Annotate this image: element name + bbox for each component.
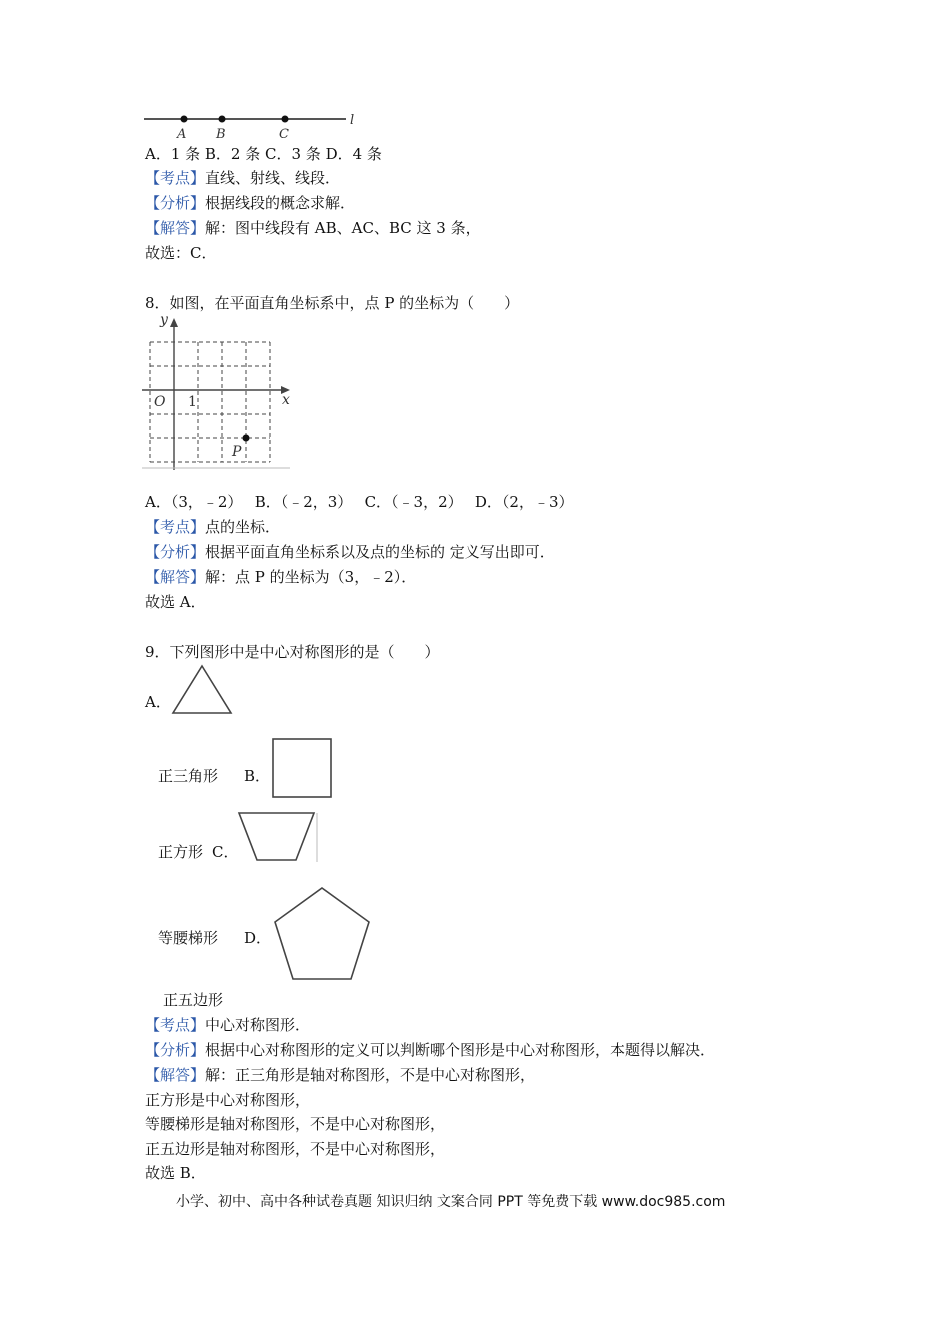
q8-jieda bbox=[145, 566, 416, 588]
number-line-figure bbox=[140, 108, 370, 144]
pentagon-figure bbox=[270, 884, 374, 984]
kaodian-text: 直线、射线、线段． bbox=[205, 169, 341, 187]
grid-lines bbox=[150, 342, 270, 462]
label-x: x bbox=[282, 392, 290, 408]
q9-caption-b: 正方形 bbox=[158, 843, 204, 861]
label-origin: O bbox=[154, 394, 166, 410]
q8-question: 8．如图，在平面直角坐标系中，点 P 的坐标为（ ） bbox=[145, 294, 520, 312]
kaodian-text: 中心对称图形． bbox=[205, 1016, 311, 1034]
square-figure bbox=[271, 737, 333, 799]
label-c: C bbox=[279, 127, 289, 142]
triangle-figure bbox=[170, 663, 234, 717]
fenxi-tag: 【分析】 bbox=[145, 1041, 206, 1059]
q7-answer: 故选：C． bbox=[145, 244, 217, 262]
q9-line4: 正五边形是轴对称图形，不是中心对称图形， bbox=[145, 1140, 446, 1158]
q8-answer: 故选 A． bbox=[145, 593, 206, 611]
q9-question: 9．下列图形中是中心对称图形的是（ ） bbox=[145, 643, 440, 661]
point-b bbox=[219, 116, 226, 123]
jieda-text: 解：正三角形是轴对称图形，不是中心对称图形， bbox=[205, 1066, 536, 1084]
jieda-text: 解：图中线段有 AB、AC、BC 这 3 条， bbox=[205, 219, 481, 237]
kaodian-tag: 【考点】 bbox=[145, 169, 206, 187]
label-p: P bbox=[232, 444, 242, 460]
fenxi-tag: 【分析】 bbox=[145, 543, 206, 561]
kaodian-tag: 【考点】 bbox=[145, 1016, 206, 1034]
q9-option-c: C． bbox=[212, 843, 239, 861]
point-a bbox=[181, 116, 188, 123]
q9-option-a: A． bbox=[145, 693, 171, 711]
q9-kaodian bbox=[145, 1014, 310, 1036]
q8-kaodian bbox=[145, 516, 280, 538]
q9-line2: 正方形是中心对称图形， bbox=[145, 1091, 311, 1109]
coordinate-grid-figure bbox=[140, 310, 300, 472]
kaodian-tag: 【考点】 bbox=[145, 518, 206, 536]
label-a: A bbox=[177, 127, 187, 142]
point-c bbox=[282, 116, 289, 123]
jieda-text: 解：点 P 的坐标为（3，﹣2）． bbox=[205, 568, 417, 586]
kaodian-text: 点的坐标． bbox=[205, 518, 281, 536]
q9-caption-a: 正三角形 bbox=[158, 767, 219, 785]
q9-fenxi bbox=[145, 1039, 715, 1061]
q7-options: A．1 条 B．2 条 C．3 条 D．4 条 bbox=[145, 145, 382, 163]
jieda-tag: 【解答】 bbox=[145, 1066, 206, 1084]
q9-answer: 故选 B． bbox=[145, 1164, 206, 1182]
q8-fenxi bbox=[145, 541, 555, 563]
q9-option-b: B． bbox=[244, 767, 271, 785]
q9-caption-d: 正五边形 bbox=[163, 991, 224, 1009]
jieda-tag: 【解答】 bbox=[145, 568, 206, 586]
y-axis-arrow bbox=[170, 318, 178, 327]
point-p bbox=[243, 435, 250, 442]
q7-fenxi bbox=[145, 192, 355, 214]
q7-jieda bbox=[145, 217, 481, 239]
fenxi-text: 根据平面直角坐标系以及点的坐标的 定义写出即可． bbox=[205, 543, 555, 561]
label-one: 1 bbox=[188, 394, 197, 410]
label-y: y bbox=[160, 312, 168, 328]
q7-kaodian bbox=[145, 167, 340, 189]
label-l: l bbox=[350, 113, 355, 128]
q9-caption-c: 等腰梯形 bbox=[158, 929, 219, 947]
fenxi-text: 根据中心对称图形的定义可以判断哪个图形是中心对称图形，本题得以解决． bbox=[205, 1041, 716, 1059]
label-b: B bbox=[216, 127, 226, 142]
q9-line3: 等腰梯形是轴对称图形，不是中心对称图形， bbox=[145, 1115, 446, 1133]
fenxi-tag: 【分析】 bbox=[145, 194, 206, 212]
q9-option-d: D． bbox=[244, 929, 272, 947]
page-footer: 小学、初中、高中各种试卷真题 知识归纳 文案合同 PPT 等免费下载 www.doc985.com bbox=[176, 1194, 726, 1210]
trapezoid-figure bbox=[236, 810, 320, 864]
jieda-tag: 【解答】 bbox=[145, 219, 206, 237]
q9-jieda bbox=[145, 1064, 535, 1086]
q8-options: A．（3，﹣2） B．（﹣2，3） C．（﹣3，2） D．（2，﹣3） bbox=[145, 493, 574, 511]
fenxi-text: 根据线段的概念求解． bbox=[205, 194, 356, 212]
